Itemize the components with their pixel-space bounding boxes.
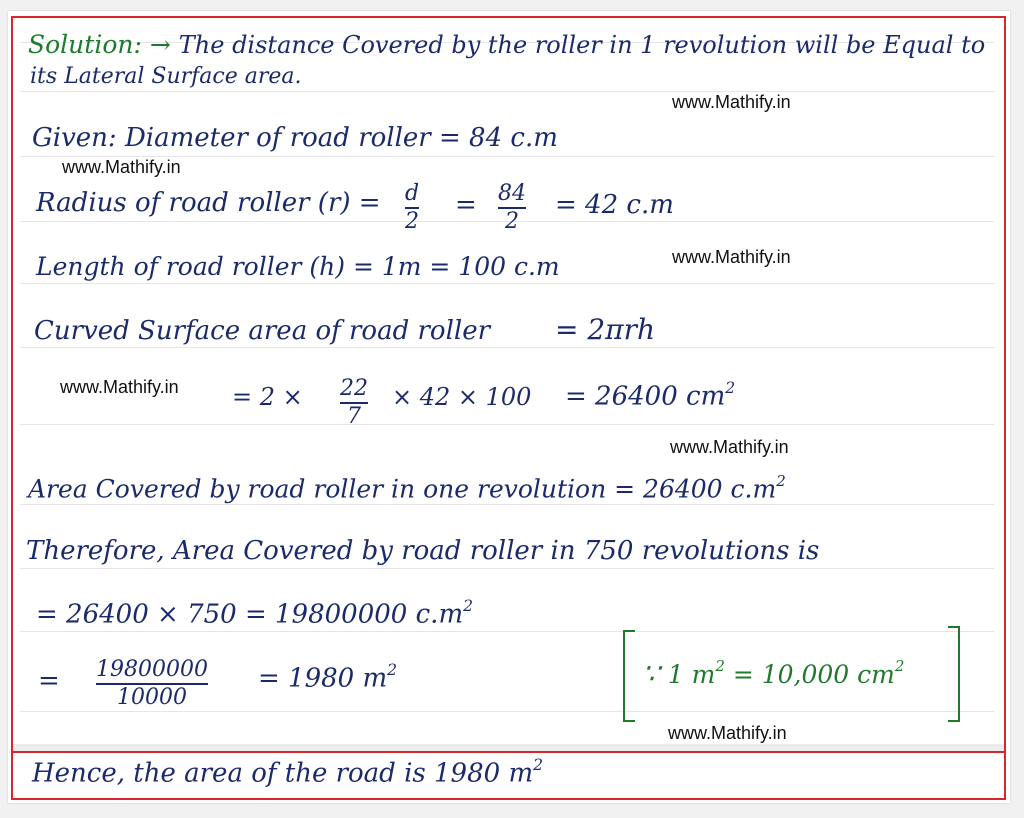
equals-sign: = (455, 190, 477, 220)
given-text: Diameter of road roller = 84 c.m (124, 123, 558, 153)
solution-line-2: its Lateral Surface area. (30, 64, 302, 89)
therefore-line: Therefore, Area Covered by road roller in 750 revolutions is (26, 536, 820, 566)
because-symbol: ∵ (642, 657, 660, 690)
csa-formula: = 2πrh (555, 313, 655, 346)
watermark: www.Mathify.in (672, 92, 791, 112)
length-line: Length of road roller (h) = 1m = 100 c.m (36, 252, 560, 281)
solution-line-1 (28, 32, 985, 57)
area-one-exponent: 2 (776, 471, 786, 490)
hence-exponent: 2 (533, 755, 544, 774)
watermark: www.Mathify.in (60, 377, 179, 397)
calc-result (565, 378, 736, 412)
radius-result: = 42 c.m (555, 190, 674, 220)
calc3-exponent: 2 (387, 660, 398, 679)
csa-text: Curved Surface area of road roller (34, 316, 491, 346)
given-label: Given: (32, 123, 117, 153)
fraction-denominator: 10000 (116, 685, 187, 710)
fraction-84-over-2 (498, 183, 526, 233)
fraction-22-over-7 (340, 378, 368, 428)
given-line (32, 125, 558, 151)
note-rhs: = 10,000 cm (724, 660, 895, 689)
calc-result-text: = 26400 cm (565, 381, 726, 412)
right-bracket (948, 626, 960, 722)
fraction-denominator: 2 (405, 209, 420, 234)
area-one-text: Area Covered by road roller in one revolution = 26400 c.m (28, 474, 777, 504)
watermark: www.Mathify.in (670, 437, 789, 457)
unit-conversion-note (642, 657, 905, 690)
fraction-numerator: 19800000 (96, 657, 208, 682)
fraction-numerator: 22 (340, 376, 368, 401)
note-exponent-1: 2 (715, 657, 725, 676)
watermark: www.Mathify.in (668, 723, 787, 743)
fraction-numerator: 84 (498, 181, 526, 206)
calc2-text: = 26400 × 750 = 19800000 c.m (36, 599, 464, 630)
calc2-exponent: 2 (463, 596, 474, 615)
calc-result-exponent: 2 (725, 378, 736, 397)
fraction-19800000-over-10000 (96, 659, 208, 709)
radius-text: Radius of road roller (r) = (36, 188, 381, 218)
fraction-numerator: d (405, 181, 420, 206)
fraction-denominator: 2 (505, 209, 519, 234)
note-exponent-2: 2 (894, 657, 905, 676)
calc2-line (36, 596, 474, 630)
solution-label: Solution: (28, 30, 142, 59)
hence-text: Hence, the area of the road is 1980 m (32, 758, 534, 789)
calc-suffix: × 42 × 100 (392, 383, 532, 411)
area-one-line (28, 471, 786, 504)
fraction-denominator: 7 (347, 404, 361, 429)
arrow-icon: → (149, 30, 171, 59)
note-lhs: 1 m (667, 660, 716, 689)
left-bracket (623, 630, 635, 722)
hence-line (32, 755, 544, 789)
calc3-equals: = (38, 666, 60, 696)
solution-text-1: The distance Covered by the roller in 1 revolution will be Equal to (178, 31, 986, 59)
watermark: www.Mathify.in (62, 157, 181, 177)
calc3-result (258, 660, 398, 694)
calc-prefix: = 2 × (232, 383, 303, 411)
frame-divider (13, 751, 1004, 753)
fraction-d-over-2 (405, 183, 419, 233)
watermark: www.Mathify.in (672, 247, 791, 267)
calc3-result-text: = 1980 m (258, 663, 388, 694)
